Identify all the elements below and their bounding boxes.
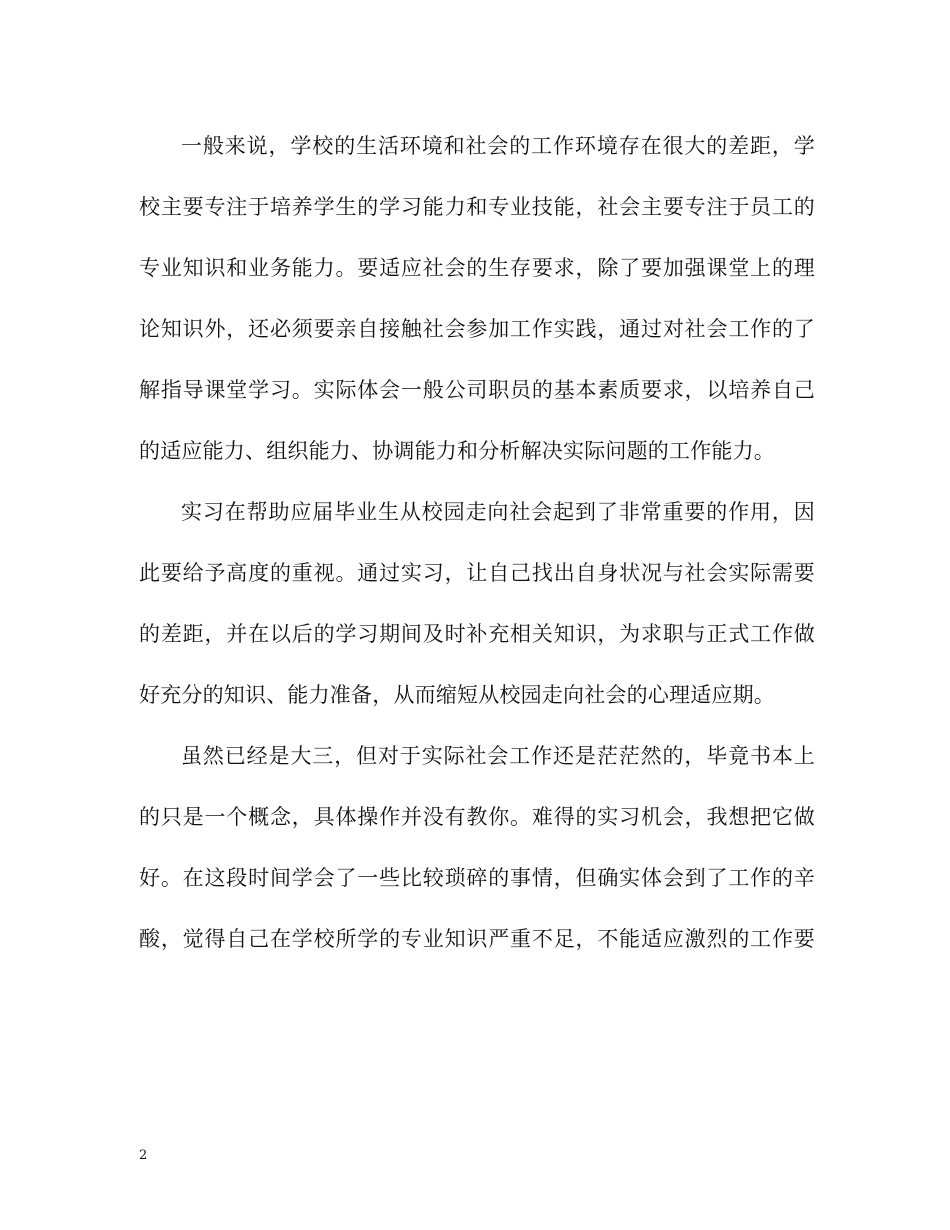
text-line: 酸，觉得自己在学校所学的专业知识严重不足，不能适应激烈的工作要 bbox=[139, 927, 815, 951]
text-line: 实习在帮助应届毕业生从校园走向社会起到了非常重要的作用，因 bbox=[181, 500, 815, 524]
text-line: 专业知识和业务能力。要适应社会的生存要求，除了要加强课堂上的理 bbox=[139, 256, 815, 280]
text-line: 校主要专注于培养学生的学习能力和专业技能，社会主要专注于员工的 bbox=[139, 195, 815, 219]
text-line: 论知识外，还必须要亲自接触社会参加工作实践，通过对社会工作的了 bbox=[139, 317, 815, 341]
text-line: 解指导课堂学习。实际体会一般公司职员的基本素质要求，以培养自己 bbox=[139, 378, 815, 402]
text-line: 此要给予高度的重视。通过实习，让自己找出自身状况与社会实际需要 bbox=[139, 561, 815, 585]
page-number: 2 bbox=[139, 1148, 148, 1163]
text-line: 一般来说，学校的生活环境和社会的工作环境存在很大的差距，学 bbox=[181, 134, 815, 158]
text-line: 的适应能力、组织能力、协调能力和分析解决实际问题的工作能力。 bbox=[139, 439, 775, 463]
body-text bbox=[139, 116, 815, 970]
text-line: 的差距，并在以后的学习期间及时补充相关知识，为求职与正式工作做 bbox=[139, 622, 815, 646]
text-line: 的只是一个概念，具体操作并没有教你。难得的实习机会，我想把它做 bbox=[139, 805, 815, 829]
text-line: 好。在这段时间学会了一些比较琐碎的事情，但确实体会到了工作的辛 bbox=[139, 866, 815, 890]
text-line: 虽然已经是大三，但对于实际社会工作还是茫茫然的，毕竟书本上 bbox=[181, 744, 815, 768]
text-line: 好充分的知识、能力准备，从而缩短从校园走向社会的心理适应期。 bbox=[139, 683, 775, 707]
